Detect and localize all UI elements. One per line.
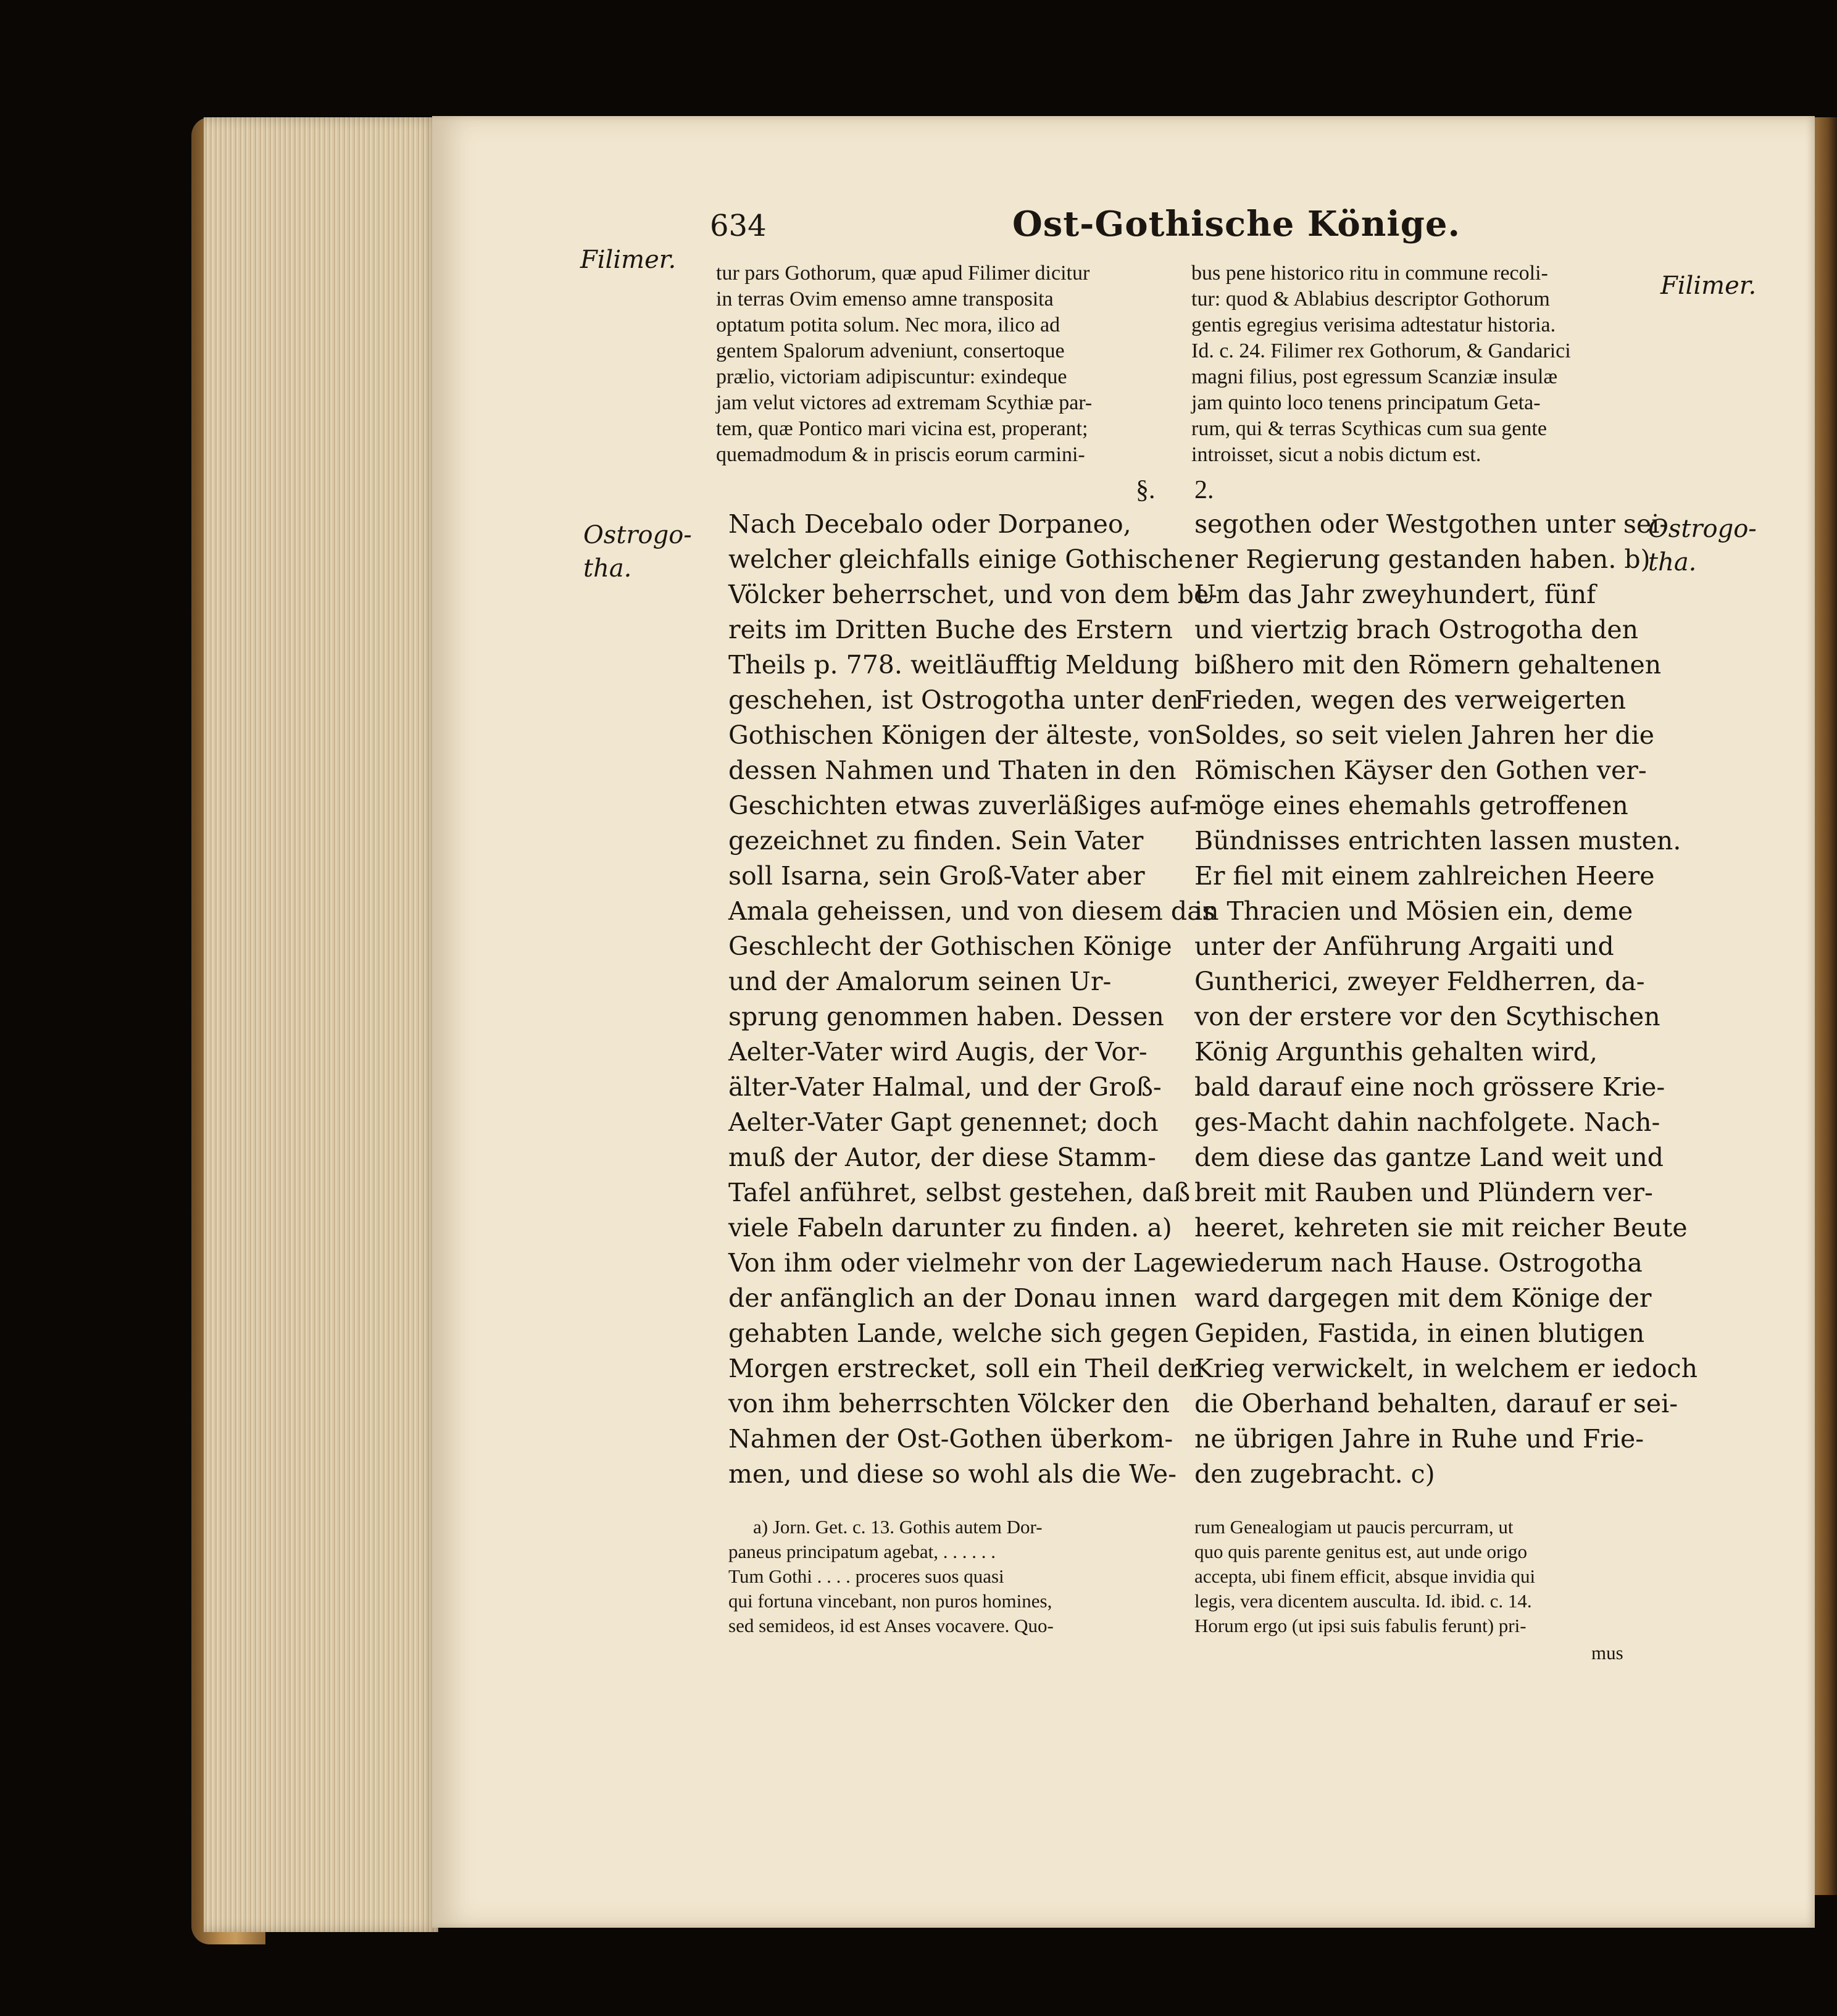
section-mark: §. [1136,476,1156,504]
german-line: wiederum nach Hause. Ostrogotha [1194,1248,1643,1278]
german-line: von ihm beherrschten Völcker den [728,1389,1170,1418]
german-line: Römischen Käyser den Gothen ver- [1194,756,1647,785]
german-line: Nach Decebalo oder Dorpaneo, [728,509,1131,539]
german-line: Geschichten etwas zuverläßiges auf- [728,791,1198,820]
german-line: reits im Dritten Buche des Erstern [728,615,1173,644]
latin-line: gentem Spalorum adveniunt, consertoque [716,339,1065,362]
latin-line: Id. c. 24. Filimer rex Gothorum, & Gandarici [1191,339,1571,362]
german-line: in Thracien und Mösien ein, deme [1194,896,1633,926]
german-line: segothen oder Westgothen unter sei- [1194,509,1668,539]
german-line: von der erstere vor den Scythischen [1194,1002,1660,1031]
margin-note-right-mid: Ostrogo- tha. [1648,515,1757,577]
latin-line: tur pars Gothorum, quæ apud Filimer dicitur [716,262,1090,285]
german-line: heeret, kehreten sie mit reicher Beute [1194,1213,1688,1243]
latin-line: jam velut victores ad extremam Scythiæ par- [716,391,1093,414]
german-line: den zugebracht. c) [1194,1459,1435,1489]
german-line: Theils p. 778. weitläufftig Meldung [728,650,1180,680]
german-line: möge eines ehemahls getroffenen [1194,791,1628,820]
german-line: soll Isarna, sein Groß-Vater aber [728,861,1145,891]
latin-line: quemadmodum & in priscis eorum carmini- [716,443,1085,466]
german-line: König Argunthis gehalten wird, [1194,1037,1598,1067]
german-line: Soldes, so seit vielen Jahren her die [1194,720,1655,750]
footnote-line: sed semideos, id est Anses vocavere. Quo- [728,1615,1054,1636]
german-line: welcher gleichfalls einige Gothische [728,544,1194,574]
latin-line: rum, qui & terras Scythicas cum sua gente [1191,417,1547,440]
footnote-line: rum Genealogiam ut paucis percurram, ut [1194,1516,1514,1538]
german-line: sprung genommen haben. Dessen [728,1002,1164,1031]
latin-line: magni filius, post egressum Scanziæ insulæ [1191,365,1558,388]
german-line: Gepiden, Fastida, in einen blutigen [1194,1318,1645,1348]
german-line: Geschlecht der Gothischen Könige [728,931,1172,961]
german-line: unter der Anführung Argaiti und [1194,931,1614,961]
section-number: 2. [1194,476,1214,504]
german-line: men, und diese so wohl als die We- [728,1459,1177,1489]
german-line: älter-Vater Halmal, und der Groß- [728,1072,1162,1102]
german-line: geschehen, ist Ostrogotha unter den [728,685,1199,715]
footnote-line: qui fortuna vincebant, non puros homines, [728,1590,1052,1612]
latin-line: jam quinto loco tenens principatum Geta- [1191,391,1541,414]
german-line: gehabten Lande, welche sich gegen [728,1318,1189,1348]
latin-line: optatum potita solum. Nec mora, ilico ad [716,314,1060,336]
footnote-line: accepta, ubi finem efficit, absque invidia qui [1194,1565,1536,1587]
german-line: Aelter-Vater Gapt genennet; doch [728,1107,1159,1137]
german-line: Aelter-Vater wird Augis, der Vor- [728,1037,1148,1067]
german-line: Tafel anführet, selbst gestehen, daß [728,1178,1191,1207]
latin-line: introisset, sicut a nobis dictum est. [1191,443,1481,466]
german-line: Um das Jahr zweyhundert, fünf [1194,580,1596,609]
german-line: und viertzig brach Ostrogotha den [1194,615,1639,644]
german-line: bald darauf eine noch grössere Krie- [1194,1072,1665,1102]
german-line: viele Fabeln darunter zu finden. a) [728,1213,1172,1243]
german-line: Krieg verwickelt, in welchem er iedoch [1194,1354,1697,1383]
german-line: ges-Macht dahin nachfolgete. Nach- [1194,1107,1660,1137]
footnote-line: a) Jorn. Get. c. 13. Gothis autem Dor- [753,1516,1043,1538]
latin-line: tur: quod & Ablabius descriptor Gothorum [1191,288,1550,310]
german-line: bißhero mit den Römern gehaltenen [1194,650,1662,680]
footnote-line: Tum Gothi . . . . proceres suos quasi [728,1565,1004,1587]
margin-note-right-top: Filimer. [1660,272,1757,300]
german-line: Nahmen der Ost-Gothen überkom- [728,1424,1173,1454]
page-number: 634 [710,209,767,243]
german-line: ward dargegen mit dem Könige der [1194,1283,1652,1313]
german-line: Er fiel mit einem zahlreichen Heere [1194,861,1655,891]
german-line: muß der Autor, der diese Stamm- [728,1143,1156,1172]
german-line: Amala geheissen, und von diesem das [728,896,1215,926]
footnote-line: quo quis parente genitus est, aut unde origo [1194,1541,1527,1562]
latin-line: prælio, victoriam adipiscuntur: exindeque [716,365,1067,388]
german-line: gezeichnet zu finden. Sein Vater [728,826,1144,856]
margin-note-left-top: Filimer. [580,246,677,274]
german-line: Frieden, wegen des verweigerten [1194,685,1627,715]
footnote-line: legis, vera dicentem ausculta. Id. ibid. c. 14. [1194,1590,1532,1612]
german-line: Gothischen Königen der älteste, von [728,720,1194,750]
page-edges [204,117,438,1932]
german-line: dessen Nahmen und Thaten in den [728,756,1177,785]
german-line: die Oberhand behalten, darauf er sei- [1194,1389,1678,1418]
german-line: ner Regierung gestanden haben. b) [1194,544,1651,574]
german-line: Bündnisses entrichten lassen musten. [1194,826,1681,856]
german-line: Von ihm oder vielmehr von der Lage [728,1248,1196,1278]
catchword: mus [1591,1642,1623,1664]
german-line: ne übrigen Jahre in Ruhe und Frie- [1194,1424,1644,1454]
latin-line: gentis egregius verisima adtestatur historia. [1191,314,1556,336]
german-line: der anfänglich an der Donau innen [728,1283,1177,1313]
german-line: Völcker beherrschet, und von dem be- [728,580,1218,609]
margin-note-left-mid: Ostrogo- tha. [583,521,692,583]
running-title: Ost-Gothische Könige. [1012,204,1460,244]
german-line: dem diese das gantze Land weit und [1194,1143,1664,1172]
footnote-line: Horum ergo (ut ipsi suis fabulis ferunt) pri- [1194,1615,1527,1636]
latin-line: in terras Ovim emenso amne transposita [716,288,1054,310]
german-line: Morgen erstrecket, soll ein Theil der [728,1354,1201,1383]
german-line: Guntherici, zweyer Feldherren, da- [1194,967,1645,996]
footnote-line: paneus principatum agebat, . . . . . . [728,1541,996,1562]
german-line: und der Amalorum seinen Ur- [728,967,1112,996]
latin-line: bus pene historico ritu in commune recoli- [1191,262,1548,285]
german-line: breit mit Rauben und Plündern ver- [1194,1178,1653,1207]
latin-line: tem, quæ Pontico mari vicina est, properant; [716,417,1088,440]
